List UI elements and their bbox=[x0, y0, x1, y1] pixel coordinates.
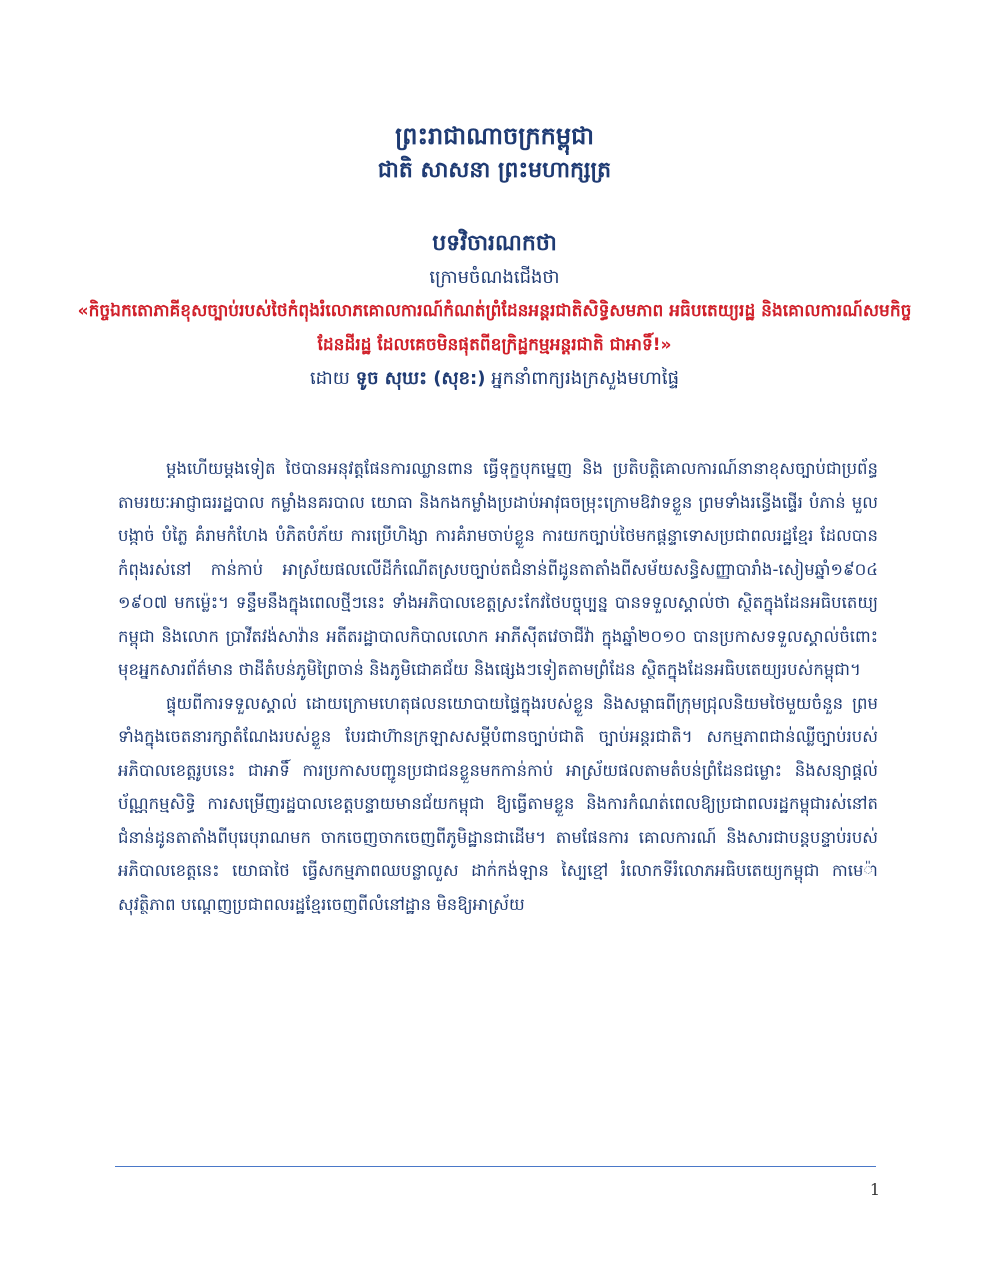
title-block bbox=[0, 226, 989, 396]
headline-title: «កិច្ចឯកតោភាគីខុសច្បាប់របស់ថៃកំពុងរំលោភគោលការណ៍កំណត់ព្រំដែនអន្តរជាតិសិទ្ធិសមភាព អធិបតេយ្យរដ្ឋ និងគោលការណ៍សមកិច្ចដែនដីរដ្ឋ ដែលគេចមិនផុតពីឧក្រិដ្ឋកម្មអន្តរជាតិ ជាអាទិ៍!» bbox=[77, 301, 912, 355]
document-type-heading: បទវិចារណកថា bbox=[432, 231, 557, 256]
author-title: អ្នកនាំពាក្យរងក្រសួងមហាផ្ទៃ bbox=[491, 368, 680, 389]
subtitle: ក្រោមចំណងជើងថា bbox=[429, 267, 560, 288]
author-byline bbox=[0, 362, 989, 396]
kingdom-heading: ព្រះរាជាណាចក្រកម្ពុជា bbox=[395, 122, 594, 150]
byline-prefix: ដោយ bbox=[309, 368, 350, 389]
body-paragraph-1: ម្តងហើយម្តងទៀត ថៃបានអនុវត្តផែនការឈ្លានពាន ធ្វើទុក្ខបុកម្នេញ និង ប្រតិបត្តិគោលការណ៍នានាខុសច្បាប់ជាប្រព័ន្ធតាមរយៈអាជ្ញាធររដ្ឋបាល កម្លាំងនគរបាល យោធា និងកងកម្លាំងប្រដាប់អាវុធចម្រុះក្រោមឱវាទខ្លួន ព្រមទាំងរន្ធើងផ្ទើរ បំភាន់ មួលបង្កាច់ បំភ្លៃ គំរាមកំហែង បំភិតបំភ័យ ការប្រើហិង្សា ការគំរាមចាប់ខ្លួន ការយកច្បាប់ថៃមកផ្តន្ទាទោសប្រជាពលរដ្ឋខ្មែរ ដែលបានកំពុងរស់នៅ កាន់កាប់ អាស្រ័យផលលើដីកំណើតស្របច្បាប់តជំនាន់ពីដូនតាតាំងពីសម័យសន្ធិសញ្ញាបារាំង-សៀមឆ្នាំ១៩០៤ ១៩០៧ មកម៉្លេះ។ ទន្ទឹមនឹងក្នុងពេលថ្មីៗនេះ ទាំងអភិបាលខេត្តស្រះកែវថៃបច្ចុប្បន្ន បានទទួលស្គាល់ថា ស្ថិតក្នុងដែនអធិបតេយ្យកម្ពុជា និងលោក ប្រាវីតវង់សាវ៉ាន អតីតរដ្ឋាបាលកិបាលលោក អាភីស៊ីតវេចាជីវ៉ា ក្នុងឆ្នាំ២០១០ បានប្រកាសទទួលស្គាល់ចំពោះមុខអ្នកសារព័ត៌មាន ថាដីតំបន់ភូមិព្រៃចាន់ និងភូមិជោគជ័យ និងផ្សេងៗទៀតតាមព្រំដែន ស្ថិតក្នុងដែនអធិបតេយ្យរបស់កម្ពុជា។ bbox=[118, 459, 878, 679]
national-header bbox=[0, 118, 989, 188]
article-body bbox=[118, 452, 878, 921]
body-paragraph-2: ផ្ទុយពីការទទួលស្គាល់ ដោយក្រោមហេតុផលនយោបាយផ្ទៃក្នុងរបស់ខ្លួន និងសម្ពាធពីក្រុមជ្រុលនិយមថៃមួយចំនួន ព្រមទាំងក្នុងចេតនារក្សាតំណែងរបស់ខ្លួន បែរជាហ៊ានក្រឡាសសម្តីបំពានច្បាប់ជាតិ ច្បាប់អន្តរជាតិ។ សកម្មភាពជាន់ឈ្លីច្បាប់របស់អភិបាលខេត្តរូបនេះ ជាអាទិ៍ ការប្រកាសបញ្ជូនប្រជាជនខ្លួនមកកាន់កាប់ អាស្រ័យផលតាមតំបន់ព្រំដែនជម្លោះ និងសន្យាផ្តល់ប័ណ្ណកម្មសិទ្ធិ ការសម្រើញរដ្ឋបាលខេត្តបន្ទាយមានជ័យកម្ពុជា ឱ្យធ្វើតាមខ្លួន និងការកំណត់ពេលឱ្យប្រជាពលរដ្ឋកម្ពុជារស់នៅតជំនាន់ដូនតាតាំងពីបុរេបុរាណមក ចាកចេញចាកចេញពីភូមិដ្ឋានជាដើម។ តាមផែនការ គោលការណ៍ និងសារជាបន្តបន្ទាប់របស់អភិបាលខេត្តនេះ យោធាថៃ ធ្វើសកម្មភាពឈបន្លាលួស ដាក់កង់ឡាន ស្បៃខ្មៅ រំលោកទីរំលោភអធិបតេយ្យកម្ពុជា កាមេ៉ាសុវត្ថិភាព បណ្តេញប្រជាពលរដ្ឋខ្មែរចេញពីលំនៅដ្ឋាន មិនឱ្យអាស្រ័យ bbox=[118, 693, 878, 914]
footer-divider bbox=[115, 1166, 876, 1167]
page-number: 1 bbox=[869, 1180, 880, 1199]
national-motto: ជាតិ សាសនា ព្រះមហាក្សត្រ bbox=[377, 158, 612, 183]
author-name: ទូច សុឃះ (សុខ:) bbox=[355, 368, 486, 389]
